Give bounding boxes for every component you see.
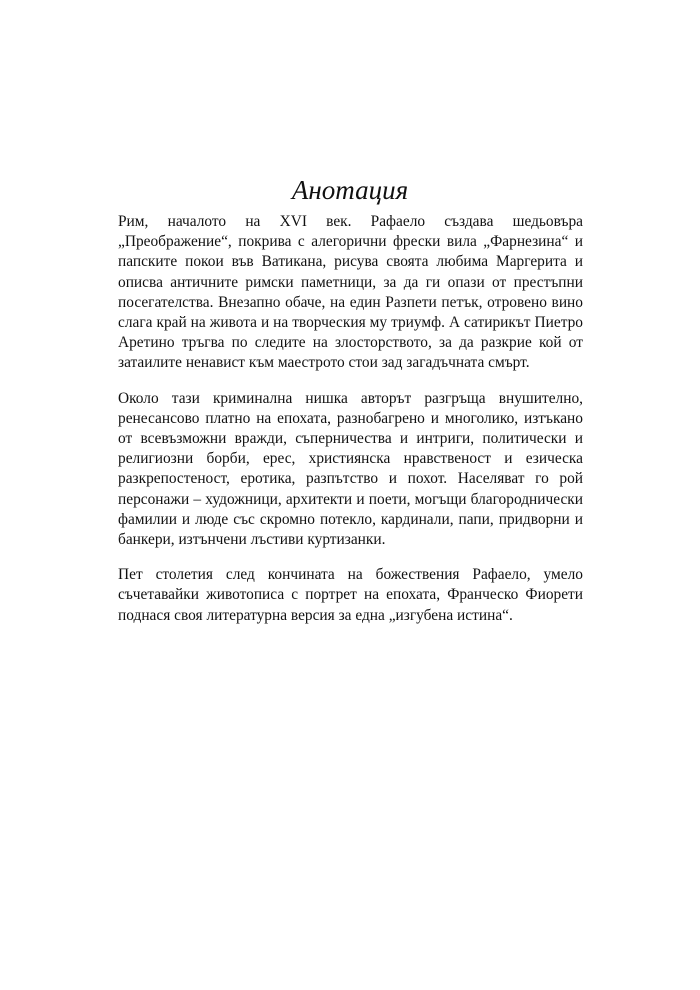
page-title: Анотация — [291, 175, 409, 205]
paragraph: Рим, началото на XVI век. Рафаело създава шедьовъра „Преображение“, покрива с алегорични фрески вила „Фарнезина“ и папските покои във Ватикана, рисува своята любима Маргерита и описва античните римски паметници, за да ги опази от престъпни посегателства. Внезапно обаче, на един Разпети петък, отровено вино слага край на живота и на творческия му триумф. А сатирикът Пиетро Аретино тръгва по следите на злосторството, за да разкрие кой от затаилите ненавист към маестрото стои зад загадъчната смърт. — [118, 213, 583, 372]
paragraph: Пет столетия след кончината на божествения Рафаело, умело съчетавайки животописа с портрет на епохата, Франческо Фиорети поднася своя литературна версия за една „изгубена истина“. — [118, 566, 583, 624]
paragraph: Около тази криминална нишка авторът разгръща внушително, ренесансово платно на епохата, разнобагрено и многолико, изтъкано от всевъзможни вражди, съперничества и интриги, политически и религиозни борби, ерес, християнска нравственост и езическа разкрепостеност, еротика, разпътство и похот. Населяват го рой персонажи – художници, архитекти и поети, могъщи благороднически фамилии и люде със скромно потекло, кардинали, папи, придворни и банкери, изтънчени лъстиви куртизанки. — [118, 389, 583, 549]
annotation-body — [118, 212, 583, 641]
